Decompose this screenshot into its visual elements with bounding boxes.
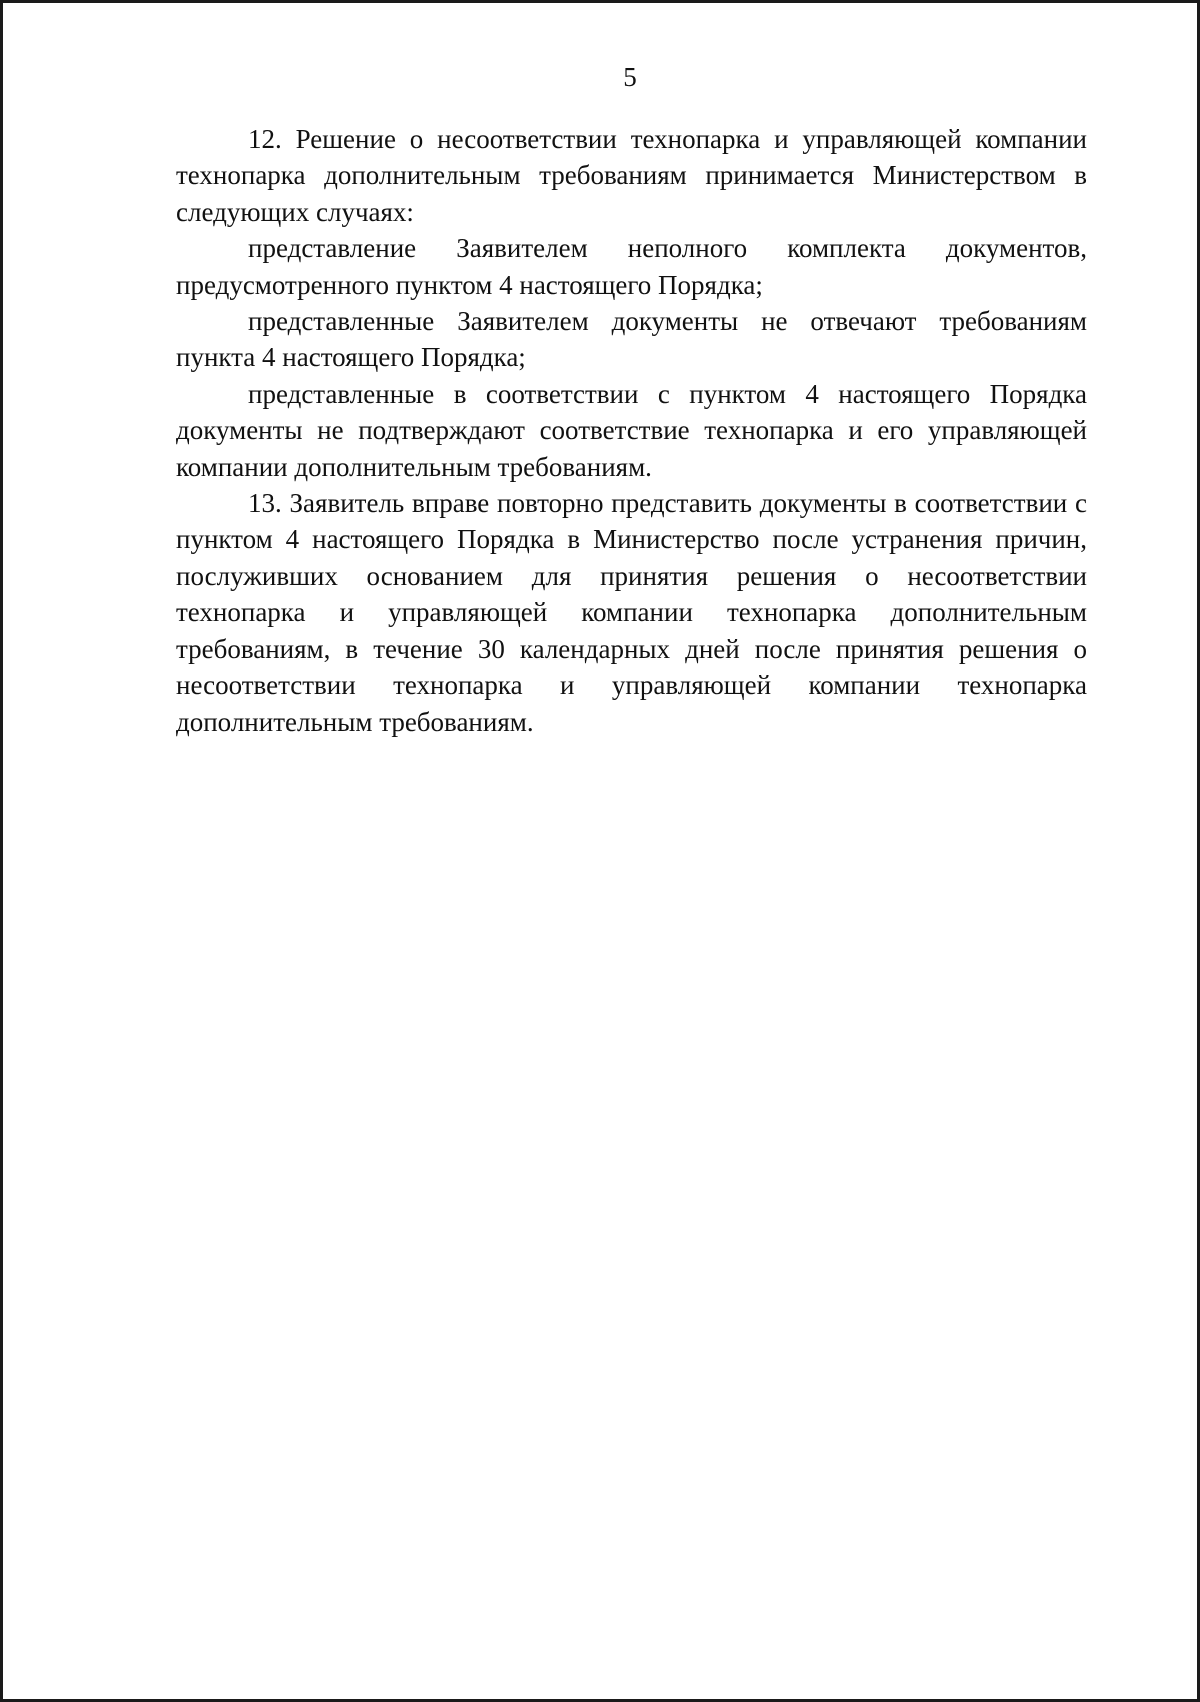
paragraph-13: 13. Заявитель вправе повторно представить документы в соответствии с пунктом 4 настоящего Порядка в Министерство после устранения причин, послуживших основанием для принятия решения о несоответствии технопарка и управляющей компании технопарка дополнительным требованиям, в течение 30 календарных дней после принятия решения о несоответствии технопарка и управляющей компании технопарка дополнительным требованиям. (176, 488, 1087, 737)
paragraph-12-case-noncompliant: представленные Заявителем документы не отвечают требованиям пункта 4 настоящего Порядка; (176, 306, 1087, 373)
paragraph-12-case-unconfirmed: представленные в соответствии с пунктом 4 настоящего Порядка документы не подтверждают соответствие технопарка и его управляющей компании дополнительным требованиям. (176, 378, 1087, 482)
document-body (176, 121, 1087, 740)
paragraph-12-case-incomplete: представление Заявителем неполного комплекта документов, предусмотренного пунктом 4 настоящего Порядка; (176, 233, 1087, 300)
scan-border-left (0, 0, 3, 1702)
page-number: 5 (623, 62, 637, 92)
paragraph-12: 12. Решение о несоответствии технопарка и управляющей компании технопарка дополнительным требованиям принимается Министерством в следующих случаях: (176, 124, 1087, 227)
scan-border-top (0, 0, 1200, 3)
